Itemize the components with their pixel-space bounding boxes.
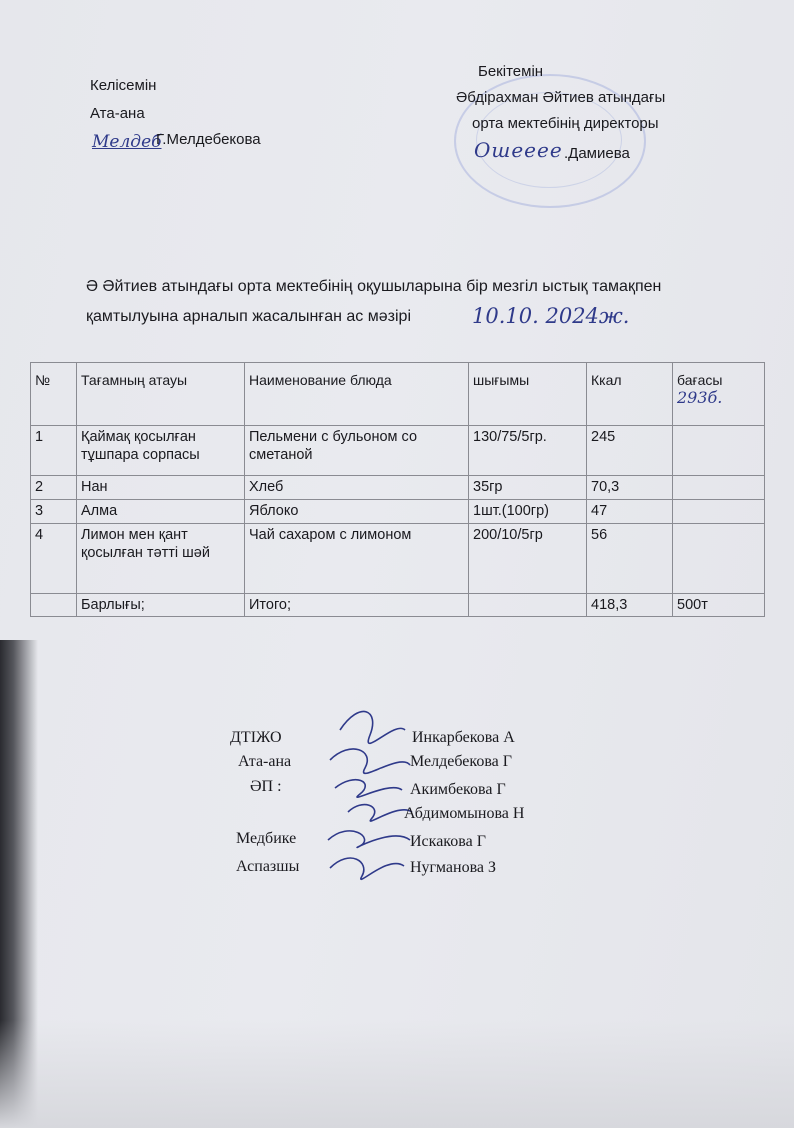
header-kcal: Ккал [587, 363, 673, 426]
sig-name: Мелдебекова Г [410, 753, 513, 770]
director-name: .Дамиева [564, 145, 630, 162]
dish-kz: Нан [77, 476, 245, 500]
yield: 1шт.(100гр) [469, 500, 587, 524]
row-number: 3 [31, 500, 77, 524]
total-price: 500т [673, 594, 765, 617]
school-name-line: Әбдірахман Әйтиев атындағы [456, 89, 666, 106]
menu-title-line1: Ә Әйтиев атындағы орта мектебінің оқушыларына бір мезгіл ыстық тамақпен [86, 278, 662, 295]
table-total-row [31, 594, 765, 617]
sig-role: ӘП : [250, 778, 282, 795]
signature-scribble-6 [330, 858, 404, 879]
table-row [31, 476, 765, 500]
header-yield: шығымы [469, 363, 587, 426]
menu-title-line2: қамтылуына арналып жасалынған ас мәзірі [86, 308, 411, 325]
sig-role: Медбике [236, 830, 297, 847]
signature-scribble-1 [340, 711, 405, 743]
signature-scribble-4 [348, 805, 412, 821]
row-number: 1 [31, 426, 77, 476]
parent-label: Ата-ана [90, 105, 145, 122]
approval-left-label: Келісемін [90, 77, 157, 94]
yield [469, 594, 587, 617]
price [673, 524, 765, 594]
price [673, 426, 765, 476]
table-header-row [31, 363, 765, 426]
yield: 35гр [469, 476, 587, 500]
total-label-kz: Барлығы; [77, 594, 245, 617]
dish-ru: Пельмени с бульоном со сметаной [245, 426, 469, 476]
table-row [31, 500, 765, 524]
dish-kz: Алма [77, 500, 245, 524]
sig-name: Нугманова З [410, 859, 497, 876]
signature-scribbles [320, 690, 420, 890]
signature-scribble-3 [335, 780, 402, 798]
total-kcal: 418,3 [587, 594, 673, 617]
table-row [31, 524, 765, 594]
handwritten-date: 10.10. 2024ж. [472, 304, 630, 328]
sig-name: Абдимомынова Н [404, 805, 525, 822]
total-label-ru: Итого; [245, 594, 469, 617]
sig-name: Акимбекова Г [410, 781, 506, 798]
sig-name: Искакова Г [410, 833, 486, 850]
price [673, 476, 765, 500]
yield: 130/75/5гр. [469, 426, 587, 476]
director-title: орта мектебінің директоры [472, 115, 659, 132]
row-number: 4 [31, 524, 77, 594]
dish-kz: Қаймақ қосылған тұшпара сорпасы [77, 426, 245, 476]
sig-role: Ата-ана [238, 753, 292, 770]
approval-right-label: Бекітемін [478, 63, 544, 80]
sig-name: Инкарбекова А [412, 729, 515, 746]
signature-scribble-2 [330, 749, 410, 773]
header-price [673, 363, 765, 426]
dish-ru: Чай сахаром с лимоном [245, 524, 469, 594]
dish-kz: Лимон мен қант қосылған тәтті шәй [77, 524, 245, 594]
parent-signature: Мелдеб [92, 132, 162, 152]
kcal: 56 [587, 524, 673, 594]
header-dish-kz: Тағамның атауы [77, 363, 245, 426]
sig-role: ДТІЖО [230, 729, 282, 746]
kcal: 47 [587, 500, 673, 524]
header-number: № [31, 363, 77, 426]
row-number [31, 594, 77, 617]
price-note-handwritten: 293б. [677, 388, 723, 407]
dish-ru: Хлеб [245, 476, 469, 500]
kcal: 70,3 [587, 476, 673, 500]
header-price-label: бағасы [677, 372, 723, 388]
table-row [31, 426, 765, 476]
sig-role: Аспазшы [236, 858, 300, 875]
yield: 200/10/5гр [469, 524, 587, 594]
photo-bottom-shadow [0, 1020, 794, 1128]
kcal: 245 [587, 426, 673, 476]
dish-ru: Яблоко [245, 500, 469, 524]
parent-name: Г.Мелдебекова [156, 131, 261, 148]
signature-scribble-5 [328, 831, 410, 848]
price [673, 500, 765, 524]
menu-table [30, 362, 765, 617]
director-signature: Ошееее [474, 138, 563, 162]
row-number: 2 [31, 476, 77, 500]
header-dish-ru: Наименование блюда [245, 363, 469, 426]
